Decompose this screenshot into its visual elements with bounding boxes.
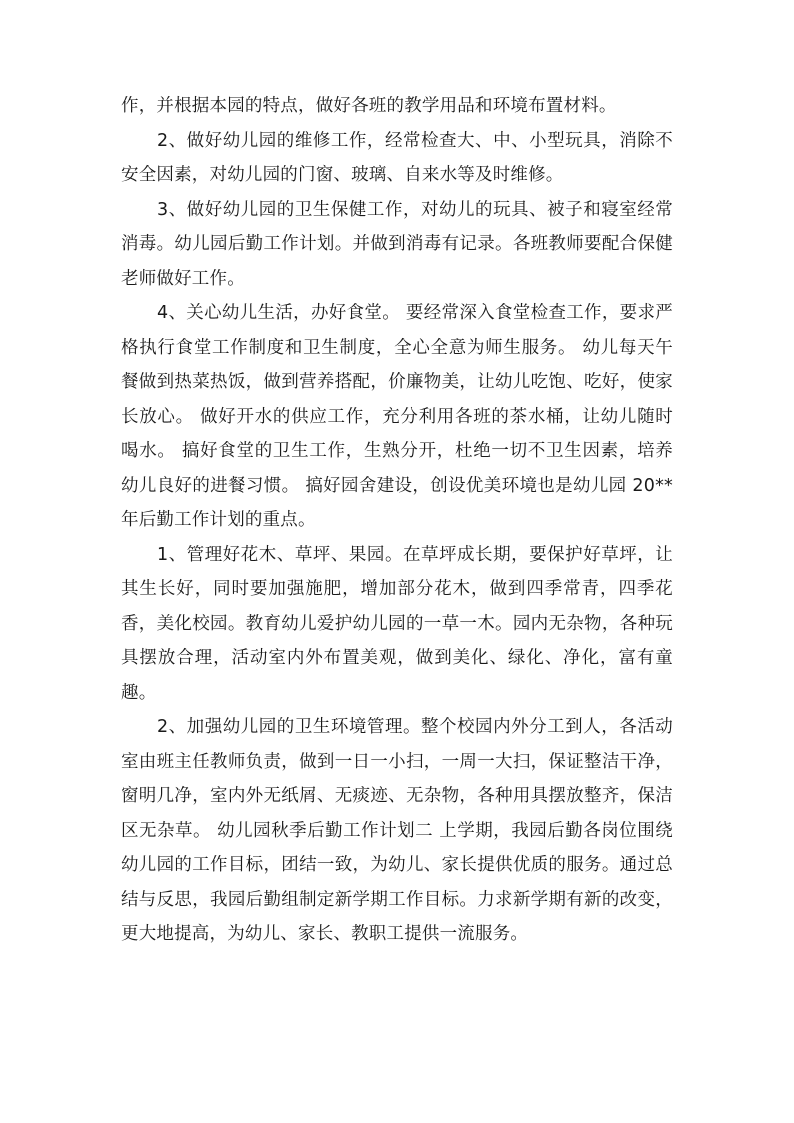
paragraph-item-2-environment: 2、加强幼儿园的卫生环境管理。整个校园内外分工到人，各活动室由班主任教师负责，做到一日一小扫，一周一大扫，保证整洁干净，窗明几净，室内外无纸屑、无痰迹、无杂物，各种用具摆放整齐，保洁区无杂草。 幼儿园秋季后勤工作计划二 上学期，我园后勤各岗位围绕幼儿园的工作目标，团结一致，为幼儿、家长提供优质的服务。通过总结与反思，我园后勤组制定新学期工作目标。力求新学期有新的改变，更大地提高，为幼儿、家长、教职工提供一流服务。: [121, 717, 673, 944]
paragraph-item-2-maintenance: 2、做好幼儿园的维修工作，经常检查大、中、小型玩具，消除不安全因素，对幼儿园的门窗、玻璃、自来水等及时维修。: [121, 130, 673, 185]
paragraph-continuation: 作，并根据本园的特点，做好各班的教学用品和环境布置材料。: [121, 96, 617, 116]
paragraph-item-4-canteen: 4、关心幼儿生活，办好食堂。 要经常深入食堂检查工作，要求严格执行食堂工作制度和卫生制度，全心全意为师生服务。 幼儿每天午餐做到热菜热饭，做到营养搭配，价廉物美，让幼儿吃饱、吃好，使家长放心。 做好开水的供应工作，充分利用各班的茶水桶，让幼儿随时喝水。 搞好食堂的卫生工作，生熟分开，杜绝一切不卫生因素，培养幼儿良好的进餐习惯。 搞好园舍建设，创设优美环境也是幼儿园 20**年后勤工作计划的重点。: [121, 303, 673, 530]
document-body: [121, 89, 673, 952]
paragraph-item-3-hygiene: 3、做好幼儿园的卫生保健工作，对幼儿的玩具、被子和寝室经常消毒。幼儿园后勤工作计划。并做到消毒有记录。各班教师要配合保健老师做好工作。: [121, 199, 673, 289]
paragraph-item-1-greenery: 1、管理好花木、草坪、果园。在草坪成长期，要保护好草坪，让其生长好，同时要加强施肥，增加部分花木，做到四季常青，四季花香，美化校园。教育幼儿爱护幼儿园的一草一木。园内无杂物，各种玩具摆放合理，活动室内外布置美观，做到美化、绿化、净化，富有童趣。: [121, 544, 673, 703]
